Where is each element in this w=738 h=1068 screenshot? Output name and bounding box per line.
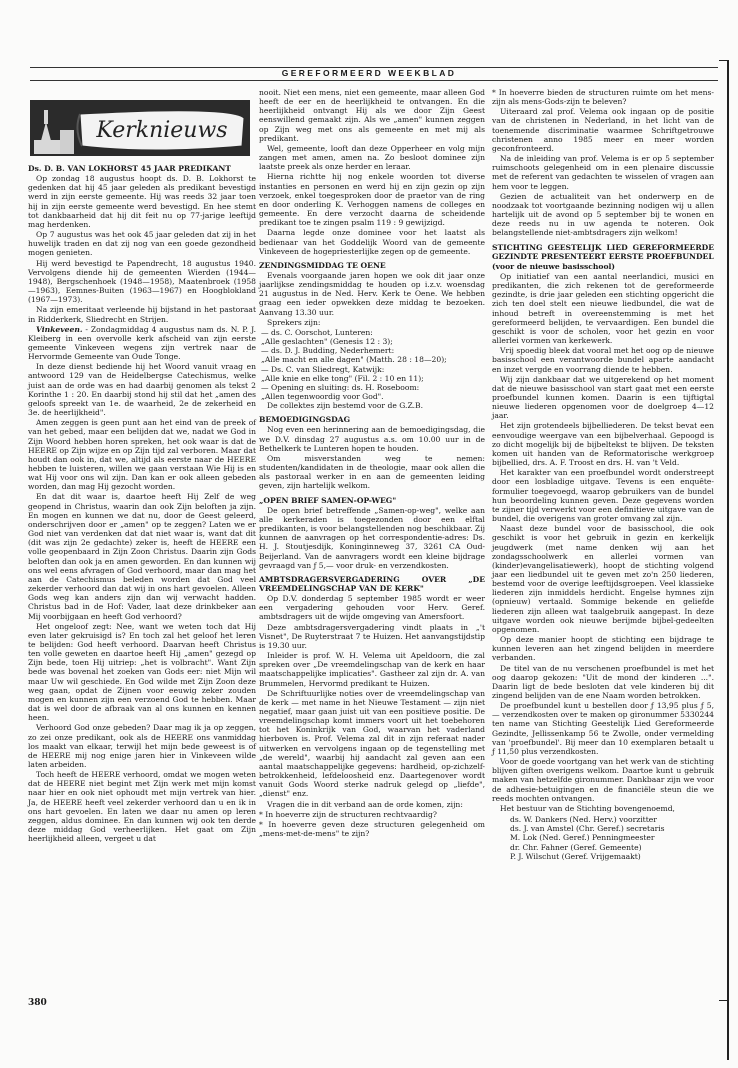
paragraph: Om misverstanden weg te nemen: studenten/kandidaten in de theologie, maar ook allen die als pastoraal werker in en aan de gemeenten leiding geven, zijn hartelijk welkom. — [259, 453, 485, 491]
article-subheading: (voor de nieuwe basisschool) — [492, 261, 616, 271]
publication-title: GEREFORMEERD WEEKBLAD — [281, 68, 457, 78]
question-item: * In hoeverre geven deze structuren gelegenheid om „mens-met-de-mens" te zijn? — [259, 819, 485, 839]
list-item: — ds. D. J. Budding, Nederhemert: — [261, 346, 395, 356]
column-3 — [492, 88, 714, 861]
paragraph: Vrij spoedig bleek dat vooral met het oog op de nieuwe basisschool een verantwoorde bundel aparte aandacht en inzet vergde en voorrang diende te hebben. — [492, 346, 714, 374]
paragraph: Amen zeggen is geen punt aan het eind van de preek of van het gebed, maar een belijden dat we, nadat we God in Zijn Woord hebben horen spreken, het ook waar is dat de HEERE op Zijn wijze en op Zijn tijd zal verboren. Maar dat houdt dan ook in, dat we, altijd als eerste naar de HEERE hebben te luisteren, willen we gaan verstaan Wie Hij is en wat Hij voor ons wil zijn. Dan kan er ook alleen gebeden worden, dan mag Hij gezocht worden. — [28, 418, 256, 492]
signatory: ds. W. Dankers (Ned. Herv.) voorzitter — [510, 815, 657, 825]
page-number: 380 — [28, 998, 47, 1008]
paragraph: Nog even een herinnering aan de bemoedigingsdag, die we D.V. dinsdag 27 augustus a.s. om 10.00 uur in de Bethelkerk te Lunteren hopen te houden. — [259, 425, 485, 453]
paragraph: Het ongeloof zegt: Nee, want we weten toch dat Hij even later gekruisigd is? En toch zal het geloof het leren te belijden: God heeft verhoord. Daarvan heeft Christus ten volle geweten en daartoe heeft Hij „amen" gezegd op Zijn bede, toen Hij uitriep: „het is volbracht". Want Zijn bede was bovenal het zoeken van Gods eer: niet Mijn wil maar Uw wil geschiede. En God wilde met Zijn Zoon deze weg gaan, opdat de Zijnen voor eeuwig zeker zouden mogen en kunnen zijn een verzoend God te hebben. Maar dat is wel door de afbraak van al ons kunnen en kennen heen. — [28, 621, 256, 723]
list-item: „Alle macht en alle dagen" (Matth. 28 : 18—20); — [261, 355, 447, 365]
paragraph: De open brief betreffende „Samen-op-weg", welke aan alle kerkeraden is toegezonden door een elftal predikanten, is voor belangstellenden nog beschikbaar. Zij kunnen de aanvragen op het correspondentie-adres: Ds. H. J. Stoutjesdijk, Koninginneweg 37, 3261 CA Oud-Beijerland. Van de aanvragers wordt een kleine bijdrage gevraagd van ƒ 5,— voor druk- en verzendkosten. — [259, 505, 485, 570]
article-heading: ZENDINGSMIDDAG TE OENE — [259, 260, 386, 270]
paragraph: Daarna legde onze dominee voor het laatst als bedienaar van het Goddelijk Woord van de gemeente Vinkeveen de hogepriesterlijke zegen op de gemeente. — [259, 228, 485, 256]
article-heading: „OPEN BRIEF SAMEN-OP-WEG" — [259, 495, 397, 505]
list-item: „Alle geslachten" (Genesis 12 : 3); — [261, 337, 393, 347]
paragraph: In deze dienst bediende hij het Woord vanuit vraag en antwoord 129 van de Heidelbergse Catechismus, welke juist aan de orde was en had daarbij genomen als tekst 2 Korinthe 1 : 20. En daarbij stond hij stil dat het „amen des geloofs spreekt van 1e. de waarheid, 2e de zekerheid en 3e. de heerlijkheid". — [28, 362, 256, 418]
paragraph: Hierna richtte hij nog enkele woorden tot diverse instanties en personen en werd hij en zijn gezin op zijn verzoek, enkel toegesproken door de praetor van de ring en door onderling K. Verhoggen namens de colleges en gemeente. En dere verzocht daarna de scheidende predikant toe te zingen psalm 119 : 9 gewijzigd. — [259, 172, 485, 228]
paragraph: Voor de goede voortgang van het werk van de stichting blijven giften overigens welkom. Daartoe kunt u gebruik maken van hetzelfde gironummer. Dankbaar zijn we voor de adhesie-betuigingen en de financiële steun die we reeds mochten ontvangen. — [492, 757, 714, 803]
list-item: — Ds. C. van Sliedregt, Katwijk: — [261, 364, 385, 374]
paragraph: Naast deze bundel voor de basisschool, die ook geschikt is voor het gebruik in gezin en kerkelijk jeugdwerk (met name denken wij aan het zondagsschoolwerk en allerlei vormen van (kinder)evangelisatiewerk), hoopt de stichting volgend jaar een liedbundel uit te geven met zo'n 250 liederen, bestemd voor de overige leeftijdsgroepen. Veel klassieke liederen zijn inmiddels herdicht. Engelse hymnes zijn (opnieuw) vertaald. Sommige bekende en geliefde liederen zijn alleen wat taalgebruik aangepast. In deze uitgave worden ook nieuwe berijmde bijbel-gedeelten opgenomen. — [492, 524, 714, 634]
paragraph: Uiteraard zal prof. Velema ook ingaan op de positie van de christenen in Nederland, in het licht van de toenemende discriminatie waarmee Schriftgetrouwe christenen anno 1985 meer en meer worden geconfronteerd. — [492, 107, 714, 153]
paragraph: De collektes zijn bestemd voor de G.Z.B. — [267, 401, 423, 411]
article-heading: Ds. D. B. VAN LOKHORST 45 JAAR PREDIKANT — [28, 164, 231, 173]
paragraph: En dat dit waar is, daartoe heeft Hij Zelf de weg geopend in Christus, waarin dan ook Zijn beloften ja zijn. En mogen en kunnen we dat nu, door de Geest geleerd, onderschrijven door er „amen" op te zeggen? Laten we er God niet van verdenken dat dat niet waar is, want dat dit (dit was zijn 2e gedachte) zeker is, heeft de HEERE een volle geopenbaard in Zijn Zoon Christus. Daarin zijn Gods beloften dan ook ja en amen geworden. En dan kunnen wij ons wel eens afvragen of God verhoord, maar dan mag het aan de Catechismus beleden worden dat God veel zekerder verhoord dan dat wij in ons hart gevoelen. Alleen Gods weg kan anders zijn dan wij verwacht hadden. Christus bad in de Hof: Vader, laat deze drinkbeker aan Mij voorbijgaan en heeft God verhoord? — [28, 492, 256, 621]
paragraph: Na zijn emeritaat verleende hij bijstand in het pastoraat in Ridderkerk, Sliedrecht en Strijen. — [28, 305, 256, 324]
church-scroll-illustration — [30, 100, 250, 156]
question-item: * In hoeverre zijn de structuren rechtvaardig? — [259, 809, 437, 819]
paragraph: Hij werd bevestigd te Papendrecht, 18 augustus 1940. Vervolgens diende hij de gemeenten Wierden (1944—1948), Bergschenhoek (1948—1958), Maatenbroek (1958—1963), Eemnes-Buiten (1963—1967) en Hoogblokland (1967—1973). — [28, 258, 256, 305]
list-item: — ds. C. Oorschot, Lunteren: — [261, 327, 373, 337]
paragraph-text: - Zondagmiddag 4 augustus nam ds. N. P. J. Kleiberg in een overvolle kerk afscheid van zijn eerste gemeente Vinkeveen wegens zijn vertrek naar de Hervormde Gemeente van Oude Tonge. — [28, 324, 256, 362]
paragraph: Wel, gemeente, looft dan deze Opperheer en volg mijn zangen met amen, amen na. Zo besloot dominee zijn laatste preek als onze herder en leraar. — [259, 143, 485, 172]
list-item: „Alle knie en elke tong" (Fil. 2 : 10 en 11); — [261, 373, 424, 383]
header-rule-bottom — [30, 80, 718, 81]
paragraph: Verhoord God onze gebeden? Daar mag ik ja op zeggen, zo zei onze predikant, ook als de HEERE ons vanmiddag los maakt van elkaar, terwijl het mijn bede geweest is of de HEERE mij nog enige jaren hier in Vinkeveen wilde laten arbeiden. — [28, 723, 256, 769]
signatories — [510, 815, 714, 861]
paragraph: Toch heeft de HEERE verhoord, omdat we mogen weten dat de HEERE niet begint met Zijn werk met mijn komst naar hier en ook niet ophoudt met mijn vertrek van hier. Ja, de HEERE heeft veel zekerder verhoord dan u en ik in ons hart gevoelen. En laten we daar nu amen op leren zeggen, aldus dominee. En dan kunnen wij ook ten derde deze middag God verheerlijken. Het gaat om Zijn heerlijkheid alleen, vergeet u dat — [28, 770, 256, 844]
paragraph: Deze ambtsdragersvergadering vindt plaats in „'t Visnet", De Ruyterstraat 7 te Huizen. Het aanvangstijdstip is 19.30 uur. — [259, 622, 485, 650]
paragraph: Sprekers zijn: — [267, 317, 321, 327]
signatory: dr. Chr. Fahner (Geref. Gemeente) — [510, 842, 642, 852]
paragraph: Gezien de actualiteit van het onderwerp en de noodzaak tot voortgaande bezinning nodigen wij u allen hartelijk uit de avond op 5 september bij te wonen en deze reeds nu in uw agenda te noteren. Ook belangstellende niet-ambtsdragers zijn welkom! — [492, 191, 714, 238]
list-item: „Allen tegenwoordig voor God". — [261, 392, 384, 401]
article-heading: AMBTSDRAGERSVERGADERING OVER „DE VREEMDELINGSCHAP VAN DE KERK" — [259, 574, 485, 593]
paragraph: Op deze manier hoopt de stichting een bijdrage te kunnen leveren aan het zingend belijden in meerdere verbanden. — [492, 635, 714, 663]
paragraph — [28, 325, 256, 362]
signatory: ds. J. van Amstel (Chr. Geref.) secretaris — [510, 824, 665, 834]
edge-tick — [719, 1000, 729, 1001]
question-item: * In hoeverre bieden de structuren ruimte om het mens-zijn als mens-Gods-zijn te beleven? — [492, 88, 714, 107]
article-heading: BEMOEDIGINGSDAG — [259, 415, 351, 425]
column-2 — [259, 88, 485, 839]
article-heading: STICHTING GEESTELIJK LIED GEREFORMEERDE GEZINDTE PRESENTEERT EERSTE PROEFBUNDEL — [492, 242, 714, 261]
paragraph: Na de inleiding van prof. Velema is er op 5 september ruimschoots gelegenheid om in een plenaire discussie met de referent van gedachten te wisselen of vragen aan hem voor te leggen. — [492, 154, 714, 191]
column-1 — [28, 88, 256, 844]
page-edge-line — [727, 60, 729, 1060]
paragraph: Op zondag 18 augustus hoopt ds. D. B. Lokhorst te gedenken dat hij 45 jaar geleden als predikant bevestigd werd in zijn eerste gemeente. Hij was reeds 32 jaar toen hij in zijn eerste gemeente werd bevestigd. En hee stemt tot dankbaarheid dat hij dit feit nu op 77-jarige leeftijd mag herdenken. — [28, 174, 256, 229]
paragraph: Het karakter van een proefbundel wordt onderstreept door een losbladige uitgave. Tevens is een enquête-formulier toegevoegd, waarop gebruikers van de bundel hun beoordeling kunnen geven. Deze gegevens worden te zijner tijd verwerkt voor een definitieve uitgave van de bundel, die overigens van groter omvang zal zijn. — [492, 468, 714, 524]
paragraph: Vragen die in dit verband aan de orde komen, zijn: — [267, 799, 463, 809]
paragraph: Wij zijn dankbaar dat we uitgerekend op het moment dat de nieuwe basisschool van start gaat met een eerste proefbundel kunnen komen. Daarin is een tijftigtal nieuwe liederen opgenomen voor de doelgroep 4—12 jaar. — [492, 374, 714, 421]
paragraph: Het zijn grotendeels bijbelliederen. De tekst bevat een eenvoudige weergave van een bijbelverhaal. Gepoogd is zo dicht mogelijk bij de bijbeltekst te blijven. De teksten komen uit handen van de Reformatorische werkgroep bijbellied, drs. A. F. Troost en drs. H. van 't Veld. — [492, 421, 714, 468]
paragraph: Het bestuur van de Stichting bovengenoemd, — [500, 803, 675, 813]
kerknieuws-banner — [30, 100, 250, 156]
paragraph: De titel van de nu verschenen proefbundel is met het oog daarop gekozen: "Uit de mond der kinderen ...". Daarin ligt de bede besloten dat vele kinderen bij dit zingend belijden van de ene Naam worden betrokken. — [492, 663, 714, 700]
paragraph: Op 7 augustus was het ook 45 jaar geleden dat zij in het huwelijk traden en dat zij nog van een goede gezondheid mogen genieten. — [28, 230, 256, 258]
signatory: P. J. Wilschut (Geref. Vrijgemaakt) — [510, 851, 641, 861]
paragraph: Op initiatief van een aantal neerlandici, musici en predikanten, die zich rekenen tot de gereformeerde gezindte, is drie jaar geleden een stichting opgericht die zich ten doel stelt een nieuwe liedbundel, die wat de inhoud betreft in overeenstemming is met het gereformeerd belijden, te vervaardigen. Een bundel die geschikt is voor de scholen, voor het gezin en voor allerlei vormen van kerkewerk. — [492, 271, 714, 346]
edge-tick — [719, 60, 729, 61]
paragraph: Evenals voorgaande jaren hopen we ook dit jaar onze jaarlijkse zendingsmiddag te houden op i.z.v. woensdag 21 augustus in de Ned. Herv. Kerk te Oene. We hebben graag een ieder opwekken deze middag te bezoeken. Aanvang 13.30 uur. — [259, 270, 485, 317]
banner-text: Kerknieuws — [96, 118, 228, 143]
paragraph: Inleider is prof. W. H. Velema uit Apeldoorn, die zal spreken over „De vreemdelingschap van de kerk en haar maatschappelijke implicaties". Gastheer zal zijn dr. A. van Brummelen, Hervormd predikant te Huizen. — [259, 651, 485, 688]
signatory: M. Lok (Ned. Geref.) Penningmeester — [510, 833, 655, 843]
paragraph: De Schriftuurlijke noties over de vreemdelingschap van de kerk — met name in het Nieuwe Testament — zijn niet negatief, maar gaan juist uit van een positieve positie. De vreemdelingschap komt immers voort uit het toebehoren tot het Koninkrijk van God, waarvan het vaderland hierboven is. Prof. Velema zal dit in zijn referaat nader uitwerken en vervolgens ingaan op de tegenstelling met „de wereld", waarbij hij aandacht zal geven aan een aantal maatschappelijke gegevens: hardheid, op-zichzelf-betrokkenheid, lefdeloosheid enz. Daartegenover wordt vanuit Gods Woord sterke nadruk gelegd op „liefde", „dienst" enz. — [259, 688, 485, 799]
list-item: — Opening en sluiting: ds. H. Roseboom: — [261, 382, 420, 392]
paragraph: De proefbundel kunt u bestellen door ƒ 13,95 plus ƒ 5,— verzendkosten over te maken op gironummer 5330244 ten name van Stichting Geestelijk Lied Gereformeerde Gezindte, Jellissenkamp 56 te Zwolle, onder vermelding van 'proefbundel'. Bij meer dan 10 exemplaren betaalt u ƒ 11,50 plus verzendkosten. — [492, 701, 714, 756]
speaker-list — [259, 328, 485, 401]
paragraph: Op D.V. donderdag 5 september 1985 wordt er weer een vergadering gehouden voor Herv. Geref. ambtsdragers uit de wijde omgeving van Amersfoort. — [259, 594, 485, 622]
dateline: Vinkeveen. — [36, 324, 83, 334]
paragraph: nooit. Niet een mens, niet een gemeente, maar alleen God heeft de eer en de heerlijkheid te ontvangen. En die heerlijkheid ontvangt Hij als we door Zijn Geest eenswillend gemaakt zijn. Als we „amen" kunnen zeggen op Zijn weg met ons als gemeente en met mij als predikant. — [259, 88, 485, 143]
